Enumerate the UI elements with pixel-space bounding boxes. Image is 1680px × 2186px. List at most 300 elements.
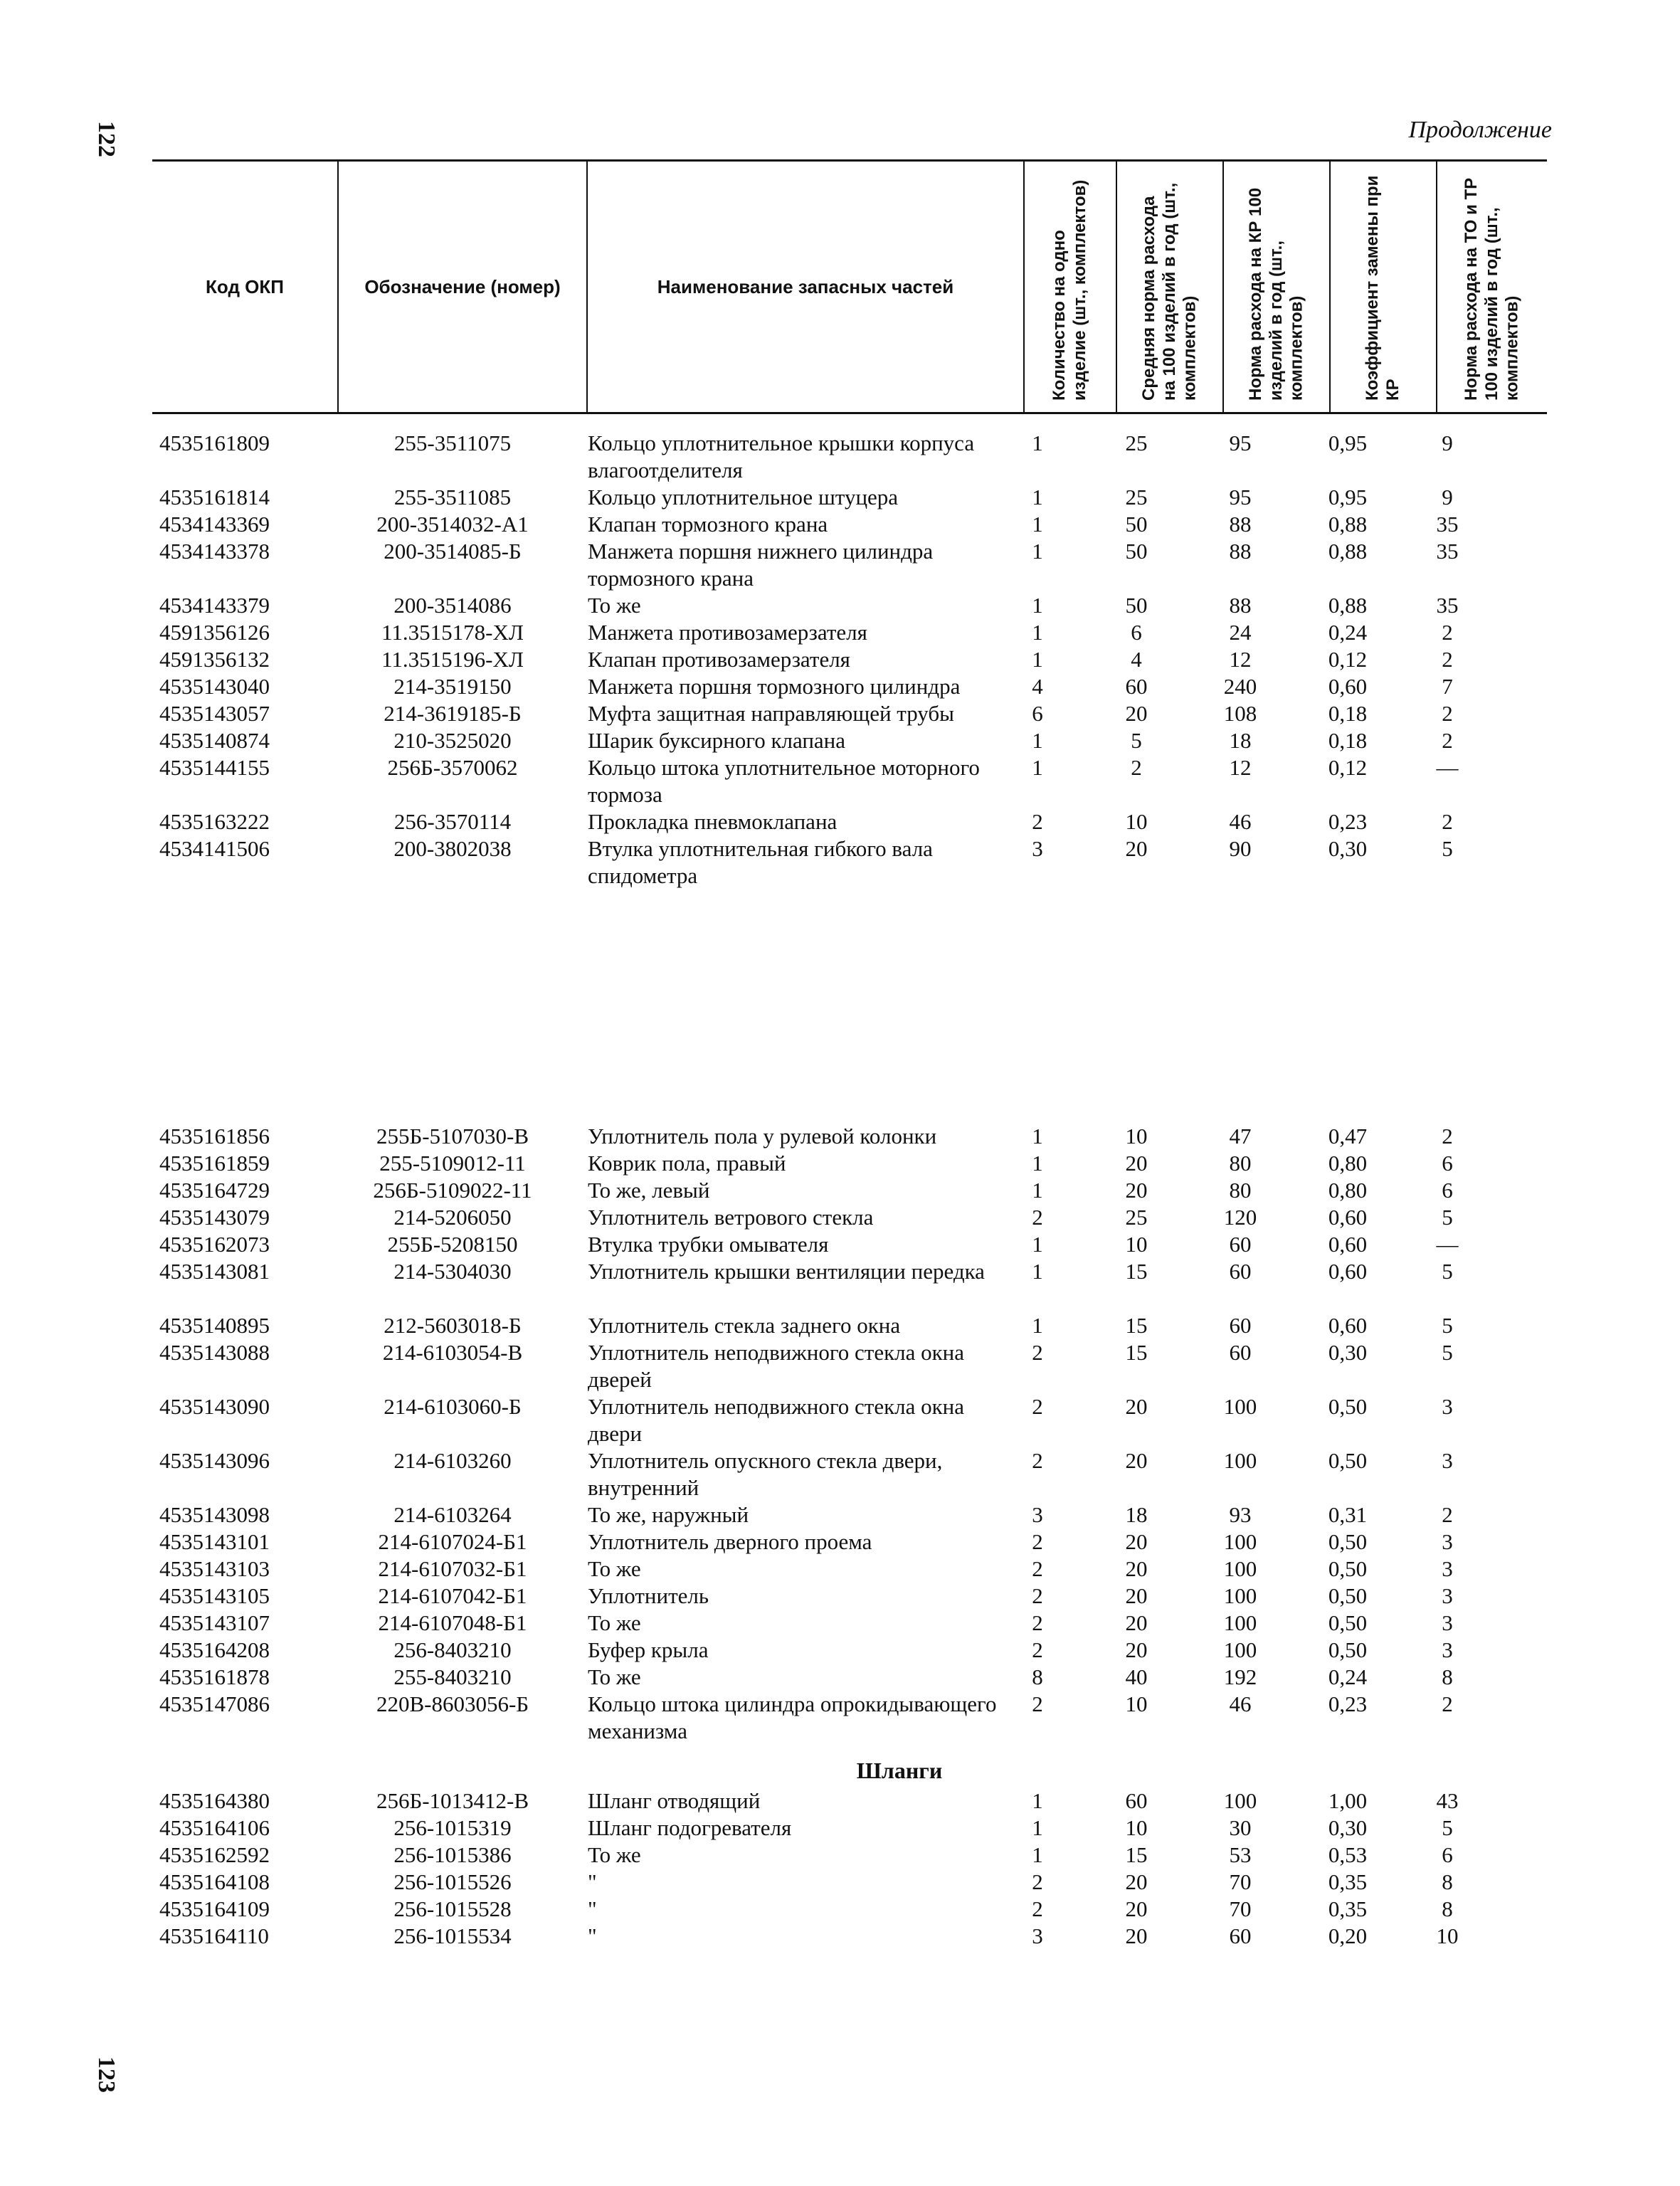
- cell-okp-code: 4534143369: [159, 512, 270, 537]
- cell-kr-coef: 0,12: [1328, 755, 1368, 780]
- cell-designation: 255-8403210: [393, 1664, 512, 1689]
- cell-kr-norm: 70: [1229, 1869, 1252, 1894]
- cell-kr-norm: 70: [1229, 1896, 1252, 1921]
- cell-okp-code: 4535143088: [159, 1340, 270, 1365]
- cell-to-norm: 35: [1436, 593, 1459, 618]
- table-row: [152, 1583, 1547, 1610]
- cell-kr-coef: 0,47: [1328, 1124, 1368, 1149]
- cell-designation: 214-6107024-Б1: [378, 1529, 527, 1554]
- cell-designation: 214-6103264: [393, 1502, 512, 1527]
- cell-designation: 255Б-5208150: [387, 1232, 518, 1257]
- cell-qty: 2: [1032, 1340, 1043, 1365]
- cell-qty: 2: [1032, 1610, 1043, 1635]
- cell-qty: 1: [1032, 512, 1043, 537]
- cell-part-name: Уплотнитель стекла заднего окна: [588, 1313, 901, 1338]
- cell-okp-code: 4534143378: [159, 539, 270, 564]
- cell-avg-norm: 20: [1125, 1896, 1148, 1921]
- cell-qty: 2: [1032, 1583, 1043, 1608]
- cell-okp-code: 4535162073: [159, 1232, 270, 1257]
- cell-avg-norm: 20: [1125, 1394, 1148, 1419]
- cell-to-norm: 8: [1442, 1896, 1453, 1921]
- cell-to-norm: 2: [1442, 1124, 1453, 1149]
- cell-okp-code: 4535143081: [159, 1259, 270, 1284]
- cell-avg-norm: 20: [1125, 1869, 1148, 1894]
- table-row: [152, 1528, 1547, 1556]
- table-row: [152, 1691, 1547, 1745]
- cell-part-name: ": [588, 1923, 597, 1948]
- cell-avg-norm: 10: [1125, 1124, 1148, 1149]
- cell-part-name: Шарик буксирного клапана: [588, 728, 846, 753]
- cell-qty: 1: [1032, 1124, 1043, 1149]
- cell-avg-norm: 50: [1125, 539, 1148, 564]
- cell-kr-coef: 0,60: [1328, 1232, 1368, 1257]
- cell-avg-norm: 10: [1125, 1691, 1148, 1716]
- table-row: [152, 1501, 1547, 1528]
- cell-kr-norm: 100: [1223, 1448, 1257, 1473]
- cell-qty: 1: [1032, 485, 1043, 509]
- cell-kr-coef: 0,50: [1328, 1610, 1368, 1635]
- cell-kr-norm: 90: [1229, 836, 1252, 861]
- table-row: [152, 1788, 1547, 1815]
- cell-kr-coef: 0,60: [1328, 1259, 1368, 1284]
- cell-avg-norm: 50: [1125, 512, 1148, 537]
- continuation-label: Продолжение: [1408, 117, 1552, 143]
- cell-designation: 256-8403210: [393, 1637, 512, 1662]
- cell-part-name: Кольцо штока уплотнительное моторного тормоза: [588, 755, 980, 807]
- cell-designation: 214-6103054-В: [382, 1340, 523, 1365]
- cell-designation: 256-1015319: [393, 1815, 512, 1840]
- cell-to-norm: 9: [1442, 485, 1453, 509]
- table-row: [152, 1123, 1547, 1150]
- cell-qty: 8: [1032, 1664, 1043, 1689]
- cell-okp-code: 4535143098: [159, 1502, 270, 1527]
- cell-part-name: То же: [588, 1556, 641, 1581]
- cell-avg-norm: 20: [1125, 1583, 1148, 1608]
- cell-kr-coef: 0,50: [1328, 1556, 1368, 1581]
- cell-qty: 1: [1032, 1313, 1043, 1338]
- cell-avg-norm: 60: [1125, 1788, 1148, 1813]
- table-row: [152, 1896, 1547, 1923]
- cell-designation: 214-6103060-Б: [384, 1394, 522, 1419]
- header-avg-norm: Средняя норма расхода на 100 изделий в год (шт., комплектов): [1117, 162, 1224, 412]
- cell-kr-norm: 192: [1223, 1664, 1257, 1689]
- cell-avg-norm: 2: [1131, 755, 1142, 780]
- cell-qty: 1: [1032, 1815, 1043, 1840]
- cell-to-norm: 35: [1436, 512, 1459, 537]
- cell-part-name: Манжета поршня тормозного цилиндра: [588, 674, 961, 699]
- cell-part-name: То же: [588, 593, 641, 618]
- table-row: [152, 1664, 1547, 1691]
- cell-okp-code: 4535164380: [159, 1788, 270, 1813]
- cell-kr-norm: 60: [1229, 1259, 1252, 1284]
- cell-designation: 11.3515196-ХЛ: [381, 647, 524, 672]
- cell-kr-coef: 0,60: [1328, 1205, 1368, 1230]
- cell-kr-norm: 60: [1229, 1313, 1252, 1338]
- cell-designation: 214-5206050: [393, 1205, 512, 1230]
- cell-kr-coef: 0,20: [1328, 1923, 1368, 1948]
- cell-qty: 1: [1032, 431, 1043, 455]
- cell-designation: 214-3619185-Б: [384, 701, 522, 726]
- cell-to-norm: 6: [1442, 1842, 1453, 1867]
- cell-to-norm: 2: [1442, 1691, 1453, 1716]
- cell-designation: 256-1015526: [393, 1869, 512, 1894]
- cell-qty: 1: [1032, 620, 1043, 645]
- cell-part-name: Втулка уплотнительная гибкого вала спидометра: [588, 836, 933, 888]
- cell-avg-norm: 20: [1125, 1151, 1148, 1176]
- cell-to-norm: 5: [1442, 1313, 1453, 1338]
- cell-kr-coef: 0,88: [1328, 593, 1368, 618]
- cell-kr-norm: 88: [1229, 539, 1252, 564]
- cell-to-norm: 8: [1442, 1664, 1453, 1689]
- table-row: [152, 1204, 1547, 1231]
- cell-designation: 255-3511075: [393, 431, 512, 455]
- cell-okp-code: 4535143096: [159, 1448, 270, 1473]
- cell-okp-code: 4535143101: [159, 1529, 270, 1554]
- table-body-part1: [152, 430, 1547, 889]
- cell-kr-norm: 88: [1229, 593, 1252, 618]
- cell-designation: 200-3514086: [393, 593, 512, 618]
- cell-qty: 2: [1032, 1556, 1043, 1581]
- cell-avg-norm: 15: [1125, 1842, 1148, 1867]
- cell-qty: 1: [1032, 1178, 1043, 1203]
- table-row: [152, 1393, 1547, 1447]
- cell-okp-code: 4534143379: [159, 593, 270, 618]
- table-row: [152, 484, 1547, 511]
- cell-okp-code: 4535143090: [159, 1394, 270, 1419]
- cell-designation: 256-1015534: [393, 1923, 512, 1948]
- cell-designation: 256Б-1013412-В: [376, 1788, 529, 1813]
- cell-designation: 214-5304030: [393, 1259, 512, 1284]
- cell-kr-coef: 0,88: [1328, 512, 1368, 537]
- cell-kr-coef: 0,35: [1328, 1896, 1368, 1921]
- cell-designation: 200-3514032-А1: [376, 512, 529, 537]
- cell-to-norm: 2: [1442, 647, 1453, 672]
- cell-part-name: Уплотнитель неподвижного стекла окна дверей: [588, 1340, 965, 1392]
- table-row: [152, 1637, 1547, 1664]
- spare-parts-table: [152, 159, 1547, 1950]
- cell-to-norm: 7: [1442, 674, 1453, 699]
- cell-to-norm: 2: [1442, 728, 1453, 753]
- table-row: [152, 1447, 1547, 1501]
- cell-avg-norm: 15: [1125, 1340, 1148, 1365]
- cell-to-norm: 2: [1442, 1502, 1453, 1527]
- cell-designation: 214-3519150: [393, 674, 512, 699]
- cell-kr-norm: 18: [1229, 728, 1252, 753]
- cell-designation: 214-6107048-Б1: [378, 1610, 527, 1635]
- cell-kr-norm: 80: [1229, 1151, 1252, 1176]
- cell-qty: 2: [1032, 1896, 1043, 1921]
- cell-to-norm: 3: [1442, 1583, 1453, 1608]
- cell-to-norm: 5: [1442, 1259, 1453, 1284]
- cell-kr-coef: 0,12: [1328, 647, 1368, 672]
- cell-part-name: Кольцо штока цилиндра опрокидывающего механизма: [588, 1691, 997, 1743]
- table-row: [152, 1815, 1547, 1842]
- cell-kr-coef: 0,50: [1328, 1583, 1368, 1608]
- cell-qty: 2: [1032, 1205, 1043, 1230]
- cell-to-norm: 3: [1442, 1394, 1453, 1419]
- cell-qty: 1: [1032, 1842, 1043, 1867]
- table-row: [152, 808, 1547, 835]
- cell-kr-coef: 0,88: [1328, 539, 1368, 564]
- cell-to-norm: 2: [1442, 620, 1453, 645]
- cell-kr-norm: 47: [1229, 1124, 1252, 1149]
- cell-to-norm: 3: [1442, 1448, 1453, 1473]
- table-row: [152, 1610, 1547, 1637]
- cell-okp-code: 4535164729: [159, 1178, 270, 1203]
- table-row: [152, 1177, 1547, 1204]
- cell-avg-norm: 20: [1125, 1529, 1148, 1554]
- cell-qty: 1: [1032, 728, 1043, 753]
- cell-okp-code: 4591356126: [159, 620, 270, 645]
- cell-designation: 210-3525020: [393, 728, 512, 753]
- cell-designation: 214-6103260: [393, 1448, 512, 1473]
- cell-kr-coef: 0,23: [1328, 809, 1368, 834]
- cell-kr-coef: 0,80: [1328, 1178, 1368, 1203]
- cell-okp-code: 4535163222: [159, 809, 270, 834]
- cell-okp-code: 4535143079: [159, 1205, 270, 1230]
- cell-avg-norm: 40: [1125, 1664, 1148, 1689]
- cell-qty: 2: [1032, 1448, 1043, 1473]
- cell-okp-code: 4535143040: [159, 674, 270, 699]
- cell-to-norm: 43: [1436, 1788, 1459, 1813]
- cell-to-norm: —: [1436, 1232, 1459, 1257]
- cell-avg-norm: 4: [1131, 647, 1142, 672]
- cell-part-name: Уплотнитель: [588, 1583, 709, 1608]
- section-title-hoses: Шланги: [856, 1758, 943, 1783]
- page-number-top: 122: [93, 121, 120, 157]
- cell-kr-coef: 0,95: [1328, 431, 1368, 455]
- cell-to-norm: 5: [1442, 1815, 1453, 1840]
- header-kr-norm: Норма расхода на КР 100 изделий в год (шт., комплектов): [1224, 162, 1331, 412]
- cell-to-norm: 9: [1442, 431, 1453, 455]
- cell-designation: 256Б-5109022-11: [373, 1178, 532, 1203]
- cell-okp-code: 4535143103: [159, 1556, 270, 1581]
- table-row: [152, 727, 1547, 754]
- cell-kr-norm: 24: [1229, 620, 1252, 645]
- cell-to-norm: 5: [1442, 836, 1453, 861]
- cell-kr-norm: 100: [1223, 1788, 1257, 1813]
- cell-to-norm: 3: [1442, 1529, 1453, 1554]
- cell-avg-norm: 20: [1125, 701, 1148, 726]
- cell-kr-coef: 0,23: [1328, 1691, 1368, 1716]
- cell-qty: 1: [1032, 1232, 1043, 1257]
- cell-avg-norm: 20: [1125, 1556, 1148, 1581]
- cell-designation: 255-5109012-11: [379, 1151, 526, 1176]
- cell-kr-norm: 60: [1229, 1340, 1252, 1365]
- table-row: [152, 430, 1547, 484]
- cell-qty: 2: [1032, 1394, 1043, 1419]
- cell-qty: 2: [1032, 1869, 1043, 1894]
- cell-kr-coef: 0,35: [1328, 1869, 1368, 1894]
- table-row: [152, 1150, 1547, 1177]
- table-row: [152, 700, 1547, 727]
- cell-part-name: Втулка трубки омывателя: [588, 1232, 829, 1257]
- cell-okp-code: 4535164208: [159, 1637, 270, 1662]
- cell-part-name: Уплотнитель крышки вентиляции передка: [588, 1259, 985, 1284]
- cell-part-name: Коврик пола, правый: [588, 1151, 786, 1176]
- cell-kr-norm: 80: [1229, 1178, 1252, 1203]
- cell-kr-coef: 0,18: [1328, 701, 1368, 726]
- cell-kr-norm: 95: [1229, 431, 1252, 455]
- cell-okp-code: 4535143057: [159, 701, 270, 726]
- cell-okp-code: 4535164109: [159, 1896, 270, 1921]
- cell-to-norm: 10: [1436, 1923, 1459, 1948]
- cell-part-name: То же: [588, 1610, 641, 1635]
- cell-designation: 256-1015528: [393, 1896, 512, 1921]
- cell-avg-norm: 20: [1125, 836, 1148, 861]
- table-body-part2: [152, 1123, 1547, 1745]
- table-body-part3: [152, 1788, 1547, 1950]
- cell-kr-norm: 240: [1223, 674, 1257, 699]
- cell-qty: 2: [1032, 809, 1043, 834]
- header-part-name: Наименование запасных частей: [588, 162, 1025, 412]
- cell-kr-norm: 88: [1229, 512, 1252, 537]
- table-row: [152, 1869, 1547, 1896]
- cell-to-norm: 2: [1442, 809, 1453, 834]
- cell-avg-norm: 20: [1125, 1637, 1148, 1662]
- cell-okp-code: 4535161809: [159, 431, 270, 455]
- cell-qty: 1: [1032, 593, 1043, 618]
- page-number-bottom: 123: [93, 2056, 120, 2093]
- cell-avg-norm: 25: [1125, 485, 1148, 509]
- cell-qty: 1: [1032, 1259, 1043, 1284]
- cell-avg-norm: 20: [1125, 1178, 1148, 1203]
- cell-avg-norm: 15: [1125, 1313, 1148, 1338]
- cell-kr-norm: 12: [1229, 755, 1252, 780]
- cell-part-name: То же, наружный: [588, 1502, 749, 1527]
- cell-qty: 2: [1032, 1529, 1043, 1554]
- cell-kr-coef: 0,80: [1328, 1151, 1368, 1176]
- cell-avg-norm: 25: [1125, 1205, 1148, 1230]
- cell-part-name: Манжета противозамерзателя: [588, 620, 867, 645]
- cell-part-name: Уплотнитель неподвижного стекла окна двери: [588, 1394, 965, 1446]
- cell-kr-coef: 0,50: [1328, 1394, 1368, 1419]
- cell-avg-norm: 50: [1125, 593, 1148, 618]
- table-row: [152, 1258, 1547, 1312]
- cell-qty: 2: [1032, 1691, 1043, 1716]
- cell-kr-coef: 0,53: [1328, 1842, 1368, 1867]
- cell-avg-norm: 6: [1131, 620, 1142, 645]
- cell-kr-coef: 0,50: [1328, 1529, 1368, 1554]
- cell-kr-norm: 53: [1229, 1842, 1252, 1867]
- cell-to-norm: 8: [1442, 1869, 1453, 1894]
- header-to-tr-norm: Норма расхода на ТО и ТР 100 изделий в год (шт., комплектов): [1461, 177, 1522, 401]
- cell-kr-norm: 100: [1223, 1637, 1257, 1662]
- cell-okp-code: 4535140874: [159, 728, 270, 753]
- cell-part-name: Буфер крыла: [588, 1637, 709, 1662]
- cell-okp-code: 4535161856: [159, 1124, 270, 1149]
- cell-avg-norm: 60: [1125, 674, 1148, 699]
- cell-avg-norm: 18: [1125, 1502, 1148, 1527]
- cell-kr-coef: 0,30: [1328, 836, 1368, 861]
- cell-kr-coef: 0,50: [1328, 1637, 1368, 1662]
- cell-okp-code: 4591356132: [159, 647, 270, 672]
- cell-part-name: То же, левый: [588, 1178, 710, 1203]
- cell-qty: 1: [1032, 755, 1043, 780]
- cell-kr-norm: 60: [1229, 1232, 1252, 1257]
- cell-kr-norm: 95: [1229, 485, 1252, 509]
- table-row: [152, 1231, 1547, 1258]
- cell-part-name: Кольцо уплотнительное крышки корпуса влагоотделителя: [588, 431, 975, 482]
- cell-kr-coef: 0,60: [1328, 674, 1368, 699]
- cell-to-norm: 6: [1442, 1178, 1453, 1203]
- cell-okp-code: 4535164110: [159, 1923, 269, 1948]
- cell-kr-norm: 12: [1229, 647, 1252, 672]
- cell-kr-coef: 0,31: [1328, 1502, 1368, 1527]
- cell-okp-code: 4535164108: [159, 1869, 270, 1894]
- cell-kr-norm: 60: [1229, 1923, 1252, 1948]
- cell-okp-code: 4535144155: [159, 755, 270, 780]
- cell-okp-code: 4535161859: [159, 1151, 270, 1176]
- cell-designation: 212-5603018-Б: [384, 1313, 522, 1338]
- cell-avg-norm: 10: [1125, 809, 1148, 834]
- table-row: [152, 1842, 1547, 1869]
- cell-designation: 11.3515178-ХЛ: [381, 620, 524, 645]
- cell-qty: 1: [1032, 1788, 1043, 1813]
- cell-okp-code: 4535161878: [159, 1664, 270, 1689]
- table-row: [152, 619, 1547, 646]
- cell-avg-norm: 25: [1125, 431, 1148, 455]
- cell-to-norm: 3: [1442, 1637, 1453, 1662]
- table-row: [152, 1339, 1547, 1393]
- cell-kr-norm: 30: [1229, 1815, 1252, 1840]
- cell-part-name: Уплотнитель пола у рулевой колонки: [588, 1124, 937, 1149]
- cell-part-name: Уплотнитель опускного стекла двери, внутренний: [588, 1448, 943, 1500]
- cell-kr-coef: 0,24: [1328, 620, 1368, 645]
- cell-to-norm: 3: [1442, 1556, 1453, 1581]
- cell-qty: 3: [1032, 1923, 1043, 1948]
- cell-part-name: То же: [588, 1664, 641, 1689]
- cell-part-name: Уплотнитель дверного проема: [588, 1529, 872, 1554]
- cell-kr-coef: 0,95: [1328, 485, 1368, 509]
- cell-okp-code: 4535140895: [159, 1313, 270, 1338]
- table-row: [152, 673, 1547, 700]
- cell-part-name: Манжета поршня нижнего цилиндра тормозного крана: [588, 539, 934, 591]
- table-row: [152, 511, 1547, 538]
- cell-qty: 1: [1032, 539, 1043, 564]
- cell-to-norm: 6: [1442, 1151, 1453, 1176]
- cell-part-name: Уплотнитель ветрового стекла: [588, 1205, 874, 1230]
- cell-okp-code: 4535162592: [159, 1842, 270, 1867]
- cell-kr-norm: 108: [1223, 701, 1257, 726]
- cell-designation: 200-3802038: [393, 836, 512, 861]
- cell-to-norm: 5: [1442, 1340, 1453, 1365]
- cell-designation: 200-3514085-Б: [384, 539, 522, 564]
- cell-part-name: Муфта защитная направляющей трубы: [588, 701, 954, 726]
- cell-designation: 256-3570114: [393, 809, 512, 834]
- cell-avg-norm: 15: [1125, 1259, 1148, 1284]
- cell-kr-coef: 0,50: [1328, 1448, 1368, 1473]
- cell-avg-norm: 10: [1125, 1815, 1148, 1840]
- cell-designation: 214-6107032-Б1: [378, 1556, 527, 1581]
- cell-kr-coef: 0,30: [1328, 1340, 1368, 1365]
- table-row: [152, 538, 1547, 592]
- cell-to-norm: 2: [1442, 701, 1453, 726]
- cell-okp-code: 4535147086: [159, 1691, 270, 1716]
- cell-designation: 256-1015386: [393, 1842, 512, 1867]
- table-row: [152, 1923, 1547, 1950]
- cell-qty: 1: [1032, 647, 1043, 672]
- header-designation: Обозначение (номер): [339, 162, 588, 412]
- cell-kr-norm: 46: [1229, 809, 1252, 834]
- table-row: [152, 646, 1547, 673]
- cell-kr-coef: 0,30: [1328, 1815, 1368, 1840]
- cell-part-name: Кольцо уплотнительное штуцера: [588, 485, 899, 509]
- cell-qty: 3: [1032, 836, 1043, 861]
- cell-qty: 6: [1032, 701, 1043, 726]
- cell-qty: 2: [1032, 1637, 1043, 1662]
- cell-part-name: То же: [588, 1842, 641, 1867]
